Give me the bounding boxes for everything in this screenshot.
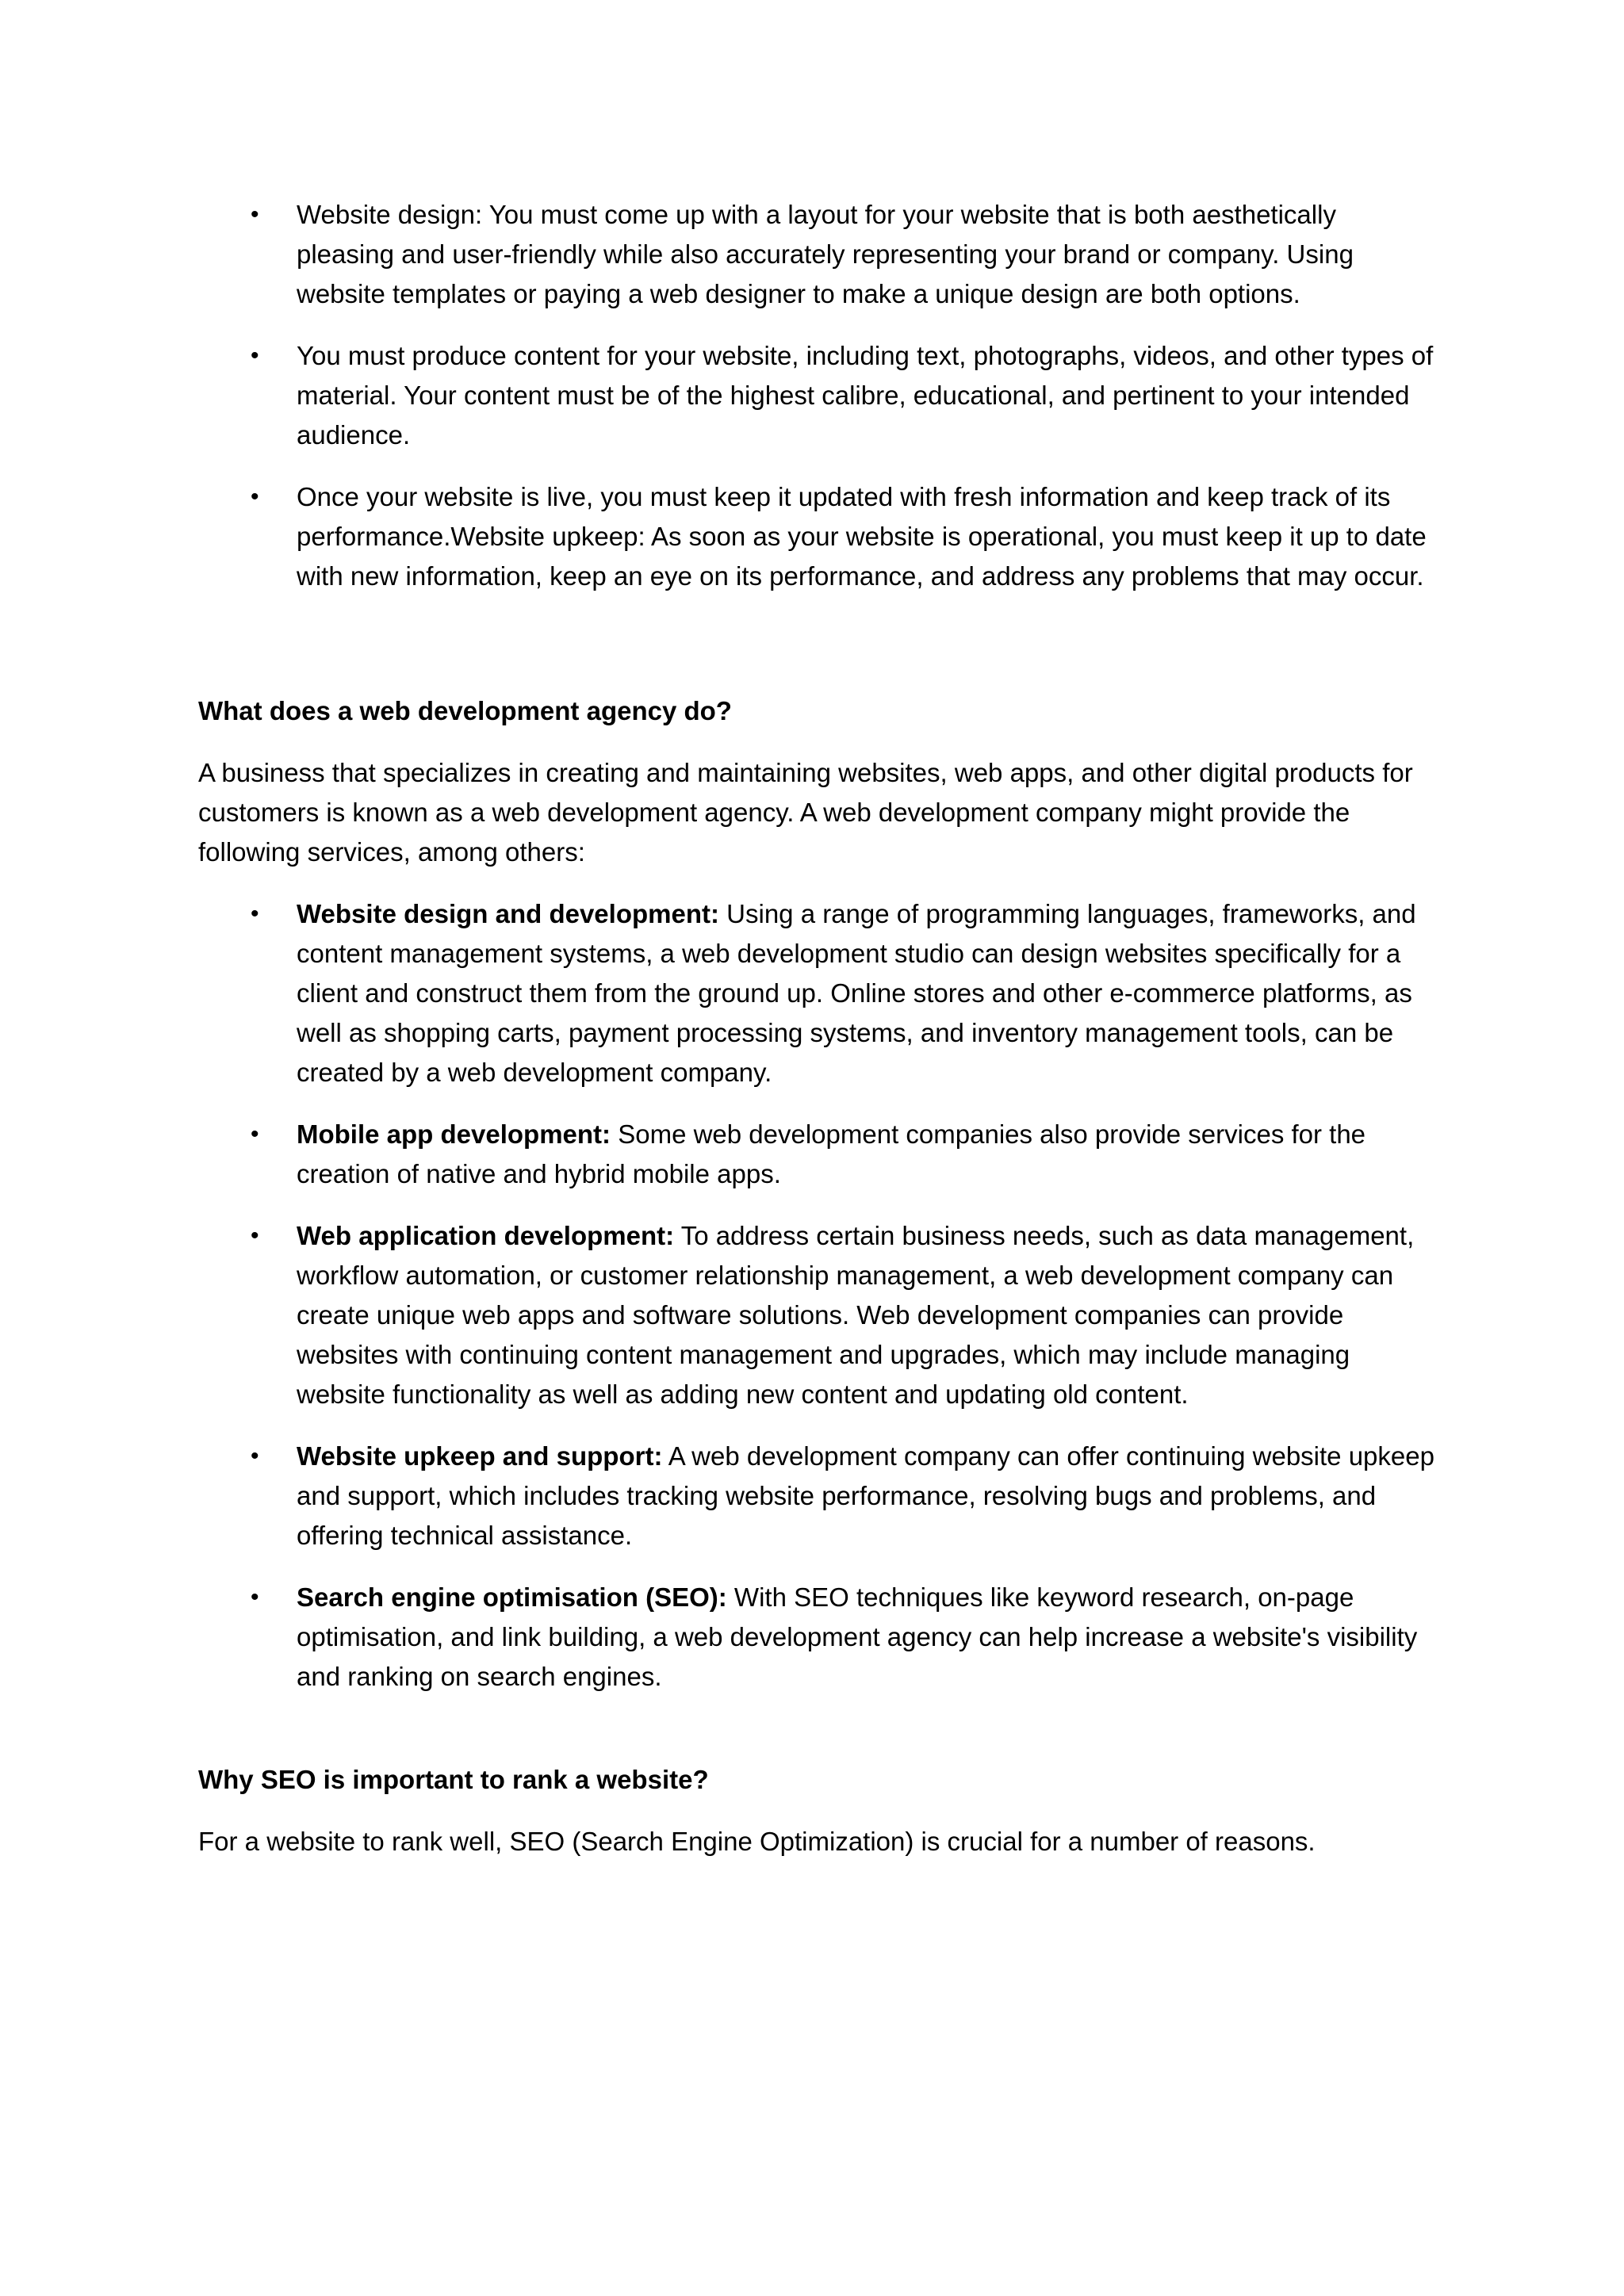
list-item-text: With SEO techniques like keyword research, on-page optimisation, and link building, a web development agency can help increase a website's visibility and ranking on search engines. (297, 1582, 1418, 1691)
list-item (198, 195, 1435, 314)
bullet-icon: • (251, 1443, 259, 1469)
intro-bullet-list (198, 195, 1435, 596)
list-item-term: Mobile app development: (297, 1119, 611, 1149)
bullet-icon: • (251, 901, 259, 927)
bullet-icon: • (251, 201, 259, 228)
bullet-icon: • (251, 1584, 259, 1610)
list-item (198, 336, 1435, 455)
list-item-text: To address certain business needs, such as data management, workflow automation, or customer relationship management, a web development company can create unique web apps and software solutions. Web development companies can provide websites with continuing content management and upgrades, which may include managing website functionality as well as adding new content and updating old content. (297, 1221, 1415, 1409)
bullet-icon: • (251, 484, 259, 510)
list-item (198, 1216, 1435, 1414)
list-item-text: Some web development companies also provide services for the creation of native and hybrid mobile apps. (297, 1119, 1366, 1188)
section-heading-seo: Why SEO is important to rank a website? (198, 1765, 709, 1794)
list-item-term: Web application development: (297, 1221, 675, 1250)
list-item (198, 1437, 1435, 1556)
list-item (198, 894, 1435, 1093)
section-intro-seo: For a website to rank well, SEO (Search Engine Optimization) is crucial for a number of reasons. (198, 1827, 1316, 1856)
bullet-icon: • (251, 1121, 259, 1147)
list-item-text: Website design: You must come up with a layout for your website that is both aesthetically pleasing and user-friendly while also accurately representing your brand or company. Using website templates or paying a web designer to make a unique design are both options. (297, 200, 1354, 308)
list-item-term: Website design and development: (297, 899, 719, 928)
list-item (198, 1115, 1435, 1194)
list-item-text: A web development company can offer continuing website upkeep and support, which includes tracking website performance, resolving bugs and problems, and offering technical assistance. (297, 1441, 1434, 1550)
document-page (198, 195, 1435, 1884)
list-item-text: You must produce content for your website, including text, photographs, videos, and other types of material. Your content must be of the highest calibre, educational, and pertinent to your intended audience. (297, 341, 1434, 450)
list-item (198, 477, 1435, 596)
bullet-icon: • (251, 1223, 259, 1249)
list-item-text: Once your website is live, you must keep it updated with fresh information and keep track of its performance.Website upkeep: As soon as your website is operational, you must keep it up to date with new information, keep an eye on its performance, and address any problems that may occur. (297, 482, 1427, 591)
services-bullet-list (198, 894, 1435, 1697)
section-heading-agency: What does a web development agency do? (198, 696, 732, 725)
list-item-text: Using a range of programming languages, frameworks, and content management systems, a web development studio can design websites specifically for a client and construct them from the ground up. Online stores and other e-commerce platforms, as well as shopping carts, payment processing systems, and inventory management tools, can be created by a web development company. (297, 899, 1416, 1087)
list-item (198, 1578, 1435, 1697)
bullet-icon: • (251, 342, 259, 369)
list-item-term: Website upkeep and support: (297, 1441, 663, 1471)
list-item-term: Search engine optimisation (SEO): (297, 1582, 727, 1612)
section-intro-agency: A business that specializes in creating and maintaining websites, web apps, and other digital products for customers is known as a web development agency. A web development company might provide the following services, among others: (198, 758, 1413, 867)
